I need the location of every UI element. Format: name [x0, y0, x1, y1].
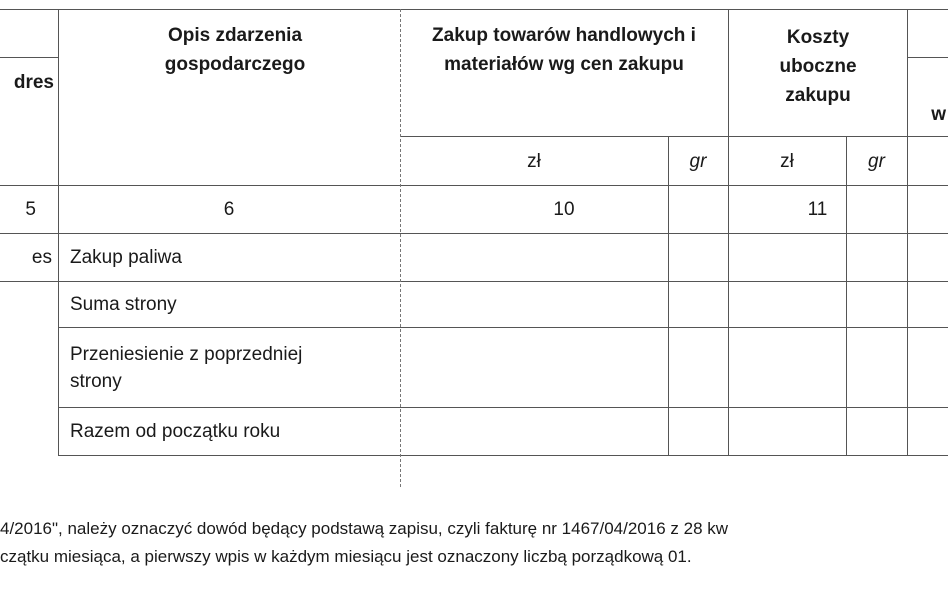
colnum-description: 6	[223, 199, 235, 220]
header-purchase: Zakup towarów handlowych i materiałów wg cen zakupu	[432, 25, 696, 75]
line-header-sub-right	[907, 57, 948, 58]
footnote-line-2: czątku miesiąca, a pierwszy wpis w każdym miesiącu jest oznaczony liczbą porządkową 01.	[0, 547, 692, 566]
line-col-description-dashed	[400, 9, 401, 487]
line-header-sub-left	[0, 57, 58, 58]
line-col-right	[907, 9, 908, 456]
unit-purchase-zl: zł	[527, 150, 541, 172]
line-table-bottom	[58, 455, 948, 456]
unit-costs-zl: zł	[780, 150, 794, 172]
row1-description: Zakup paliwa	[70, 247, 182, 268]
header-address-partial: dres	[13, 71, 54, 93]
row4-description: Razem od początku roku	[70, 421, 281, 442]
header-costs: Koszty uboczne zakupu	[779, 26, 857, 106]
row3-description: Przeniesienie z poprzedniej strony	[70, 343, 303, 392]
row1-left-partial: es	[31, 247, 52, 268]
row2-description: Suma strony	[70, 294, 177, 315]
colnum-costs: 11	[807, 199, 828, 220]
colnum-address: 5	[25, 199, 36, 220]
unit-purchase-gr: gr	[689, 150, 707, 172]
unit-costs-gr: gr	[868, 150, 885, 172]
colnum-purchase: 10	[553, 199, 575, 220]
line-top	[0, 9, 948, 10]
footnote-line-1: 4/2016", należy oznaczyć dowód będący podstawą zapisu, czyli fakturę nr 1467/04/2016 z 28 kw	[0, 519, 729, 538]
header-description: Opis zdarzenia gospodarczego	[164, 25, 306, 75]
header-right-partial: w	[931, 103, 946, 125]
